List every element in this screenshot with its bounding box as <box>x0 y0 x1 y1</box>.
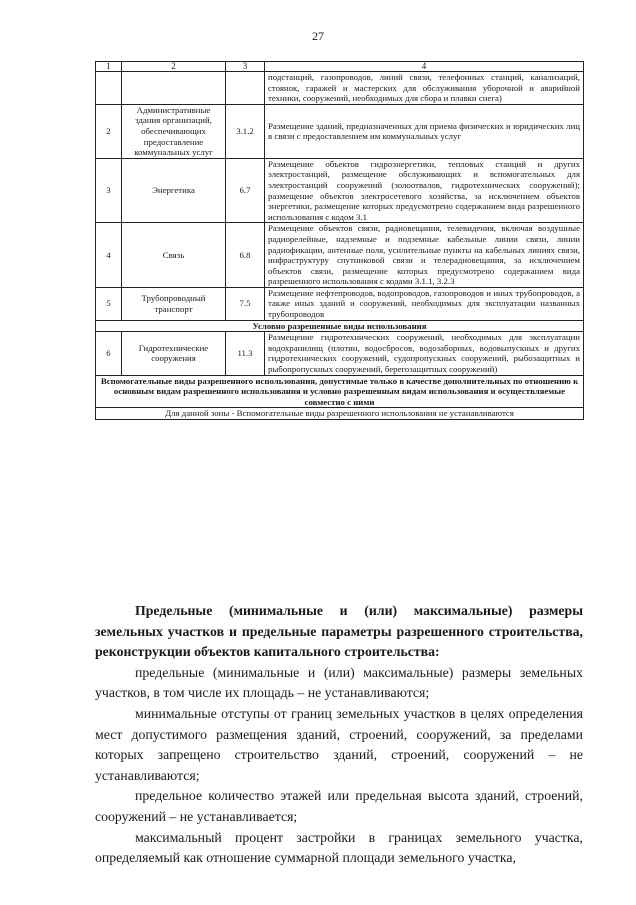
paragraph: предельные (минимальные и (или) максимальные) размеры земельных участков, в том числе их площадь – не устанавливаются; <box>95 664 583 701</box>
row-code: 6.7 <box>226 158 265 223</box>
row-description: подстанций, газопроводов, линий связи, телефонных станций, канализаций, стоянок, гаражей и мастерских для обслуживания уборочной и аварийной техники, сооружений, необходимых для сбора и плавки снега) <box>265 72 584 105</box>
section-row-auxiliary <box>96 375 584 408</box>
row-number <box>96 72 122 105</box>
row-number: 2 <box>96 104 122 158</box>
row-description: Размещение нефтепроводов, водопроводов, газопроводов и иных трубопроводов, а также иных зданий и сооружений, необходимых для эксплуатации названных трубопроводов <box>265 287 584 320</box>
row-number: 6 <box>96 332 122 375</box>
row-name <box>122 72 226 105</box>
table-header-row <box>96 62 584 72</box>
row-code: 6.8 <box>226 223 265 288</box>
land-use-table <box>95 61 584 420</box>
row-number: 4 <box>96 223 122 288</box>
table-row <box>96 287 584 320</box>
row-number: 3 <box>96 158 122 223</box>
section-heading: Предельные (минимальные и (или) максимальные) размеры земельных участков и предельные параметры разрешенного строительства, реконструкции объектов капитального строительства: <box>95 603 583 660</box>
row-name: Энергетика <box>122 158 226 223</box>
paragraph: предельное количество этажей или предельная высота зданий, строений, сооружений – не устанавливается; <box>95 788 583 824</box>
table-row <box>96 332 584 375</box>
row-code: 3.1.2 <box>226 104 265 158</box>
paragraph: максимальный процент застройки в границах земельного участка, определяемый как отношение суммарной площади земельного участка, <box>95 829 583 866</box>
page-number: 27 <box>312 29 324 43</box>
auxiliary-note: Для данной зоны - Вспомогательные виды разрешенного использования не устанавливаются <box>96 408 584 420</box>
row-code: 11.3 <box>226 332 265 375</box>
row-description: Размещение гидротехнических сооружений, необходимых для эксплуатации водохранилищ (плотин, водосбросов, водозаборных, водовыпускных и других гидротехнических сооружений, судопропускных сооружений, рыбозащитных и рыбопропускных сооружений, берегозащитных сооружений) <box>265 332 584 375</box>
conditional-section-title: Условно разрешенные виды использования <box>96 320 584 332</box>
row-name: Гидротехнические сооружения <box>122 332 226 375</box>
row-name: Административные здания организаций, обеспечивающих предоставление коммунальных услуг <box>122 104 226 158</box>
header-col-4: 4 <box>265 62 584 72</box>
section-row-conditional <box>96 320 584 332</box>
header-col-2: 2 <box>122 62 226 72</box>
row-description: Размещение зданий, предназначенных для приема физических и юридических лиц в связи с предоставлением им коммунальных услуг <box>265 104 584 158</box>
row-name: Связь <box>122 223 226 288</box>
row-name: Трубопроводный транспорт <box>122 287 226 320</box>
table-row <box>96 104 584 158</box>
table-row <box>96 223 584 288</box>
auxiliary-section-title: Вспомогательные виды разрешенного использования, допустимые только в качестве дополнительных по отношению к основным видам разрешенного использования и условно разрешенным видам использования и осуществляемые совместно с ними <box>96 375 584 408</box>
row-description: Размещение объектов гидроэнергетики, тепловых станций и других электростанций, размещение обслуживающих и вспомогательных для электростанций сооружений (золоотвалов, гидротехнических сооружений); размещение объектов электросетевого хозяйства, за исключением объектов энергетики, размещение которых предусмотрено содержанием вида разрешенного использования с кодом 3.1 <box>265 158 584 223</box>
row-description: Размещение объектов связи, радиовещания, телевидения, включая воздушные радиорелейные, надземные и подземные кабельные линии связи, линии радиофикации, антенные поля, усилительные пункты на кабельных линиях связи, инфраструктуру спутниковой связи и телерадиовещания, за исключением объектов связи, размещение которых предусмотрено содержанием вида разрешенного использования с кодами 3.1.1, 3.2.3 <box>265 223 584 288</box>
row-code <box>226 72 265 105</box>
body-text <box>95 601 583 869</box>
paragraph: минимальные отступы от границ земельных участков в целях определения мест допустимого размещения зданий, строений, сооружений, за пределами которых запрещено строительство зданий, строений, сооружений – не устанавливаются; <box>95 705 583 783</box>
section-row-note <box>96 408 584 420</box>
row-number: 5 <box>96 287 122 320</box>
row-code: 7.5 <box>226 287 265 320</box>
header-col-1: 1 <box>96 62 122 72</box>
table-row <box>96 72 584 105</box>
table-row <box>96 158 584 223</box>
header-col-3: 3 <box>226 62 265 72</box>
